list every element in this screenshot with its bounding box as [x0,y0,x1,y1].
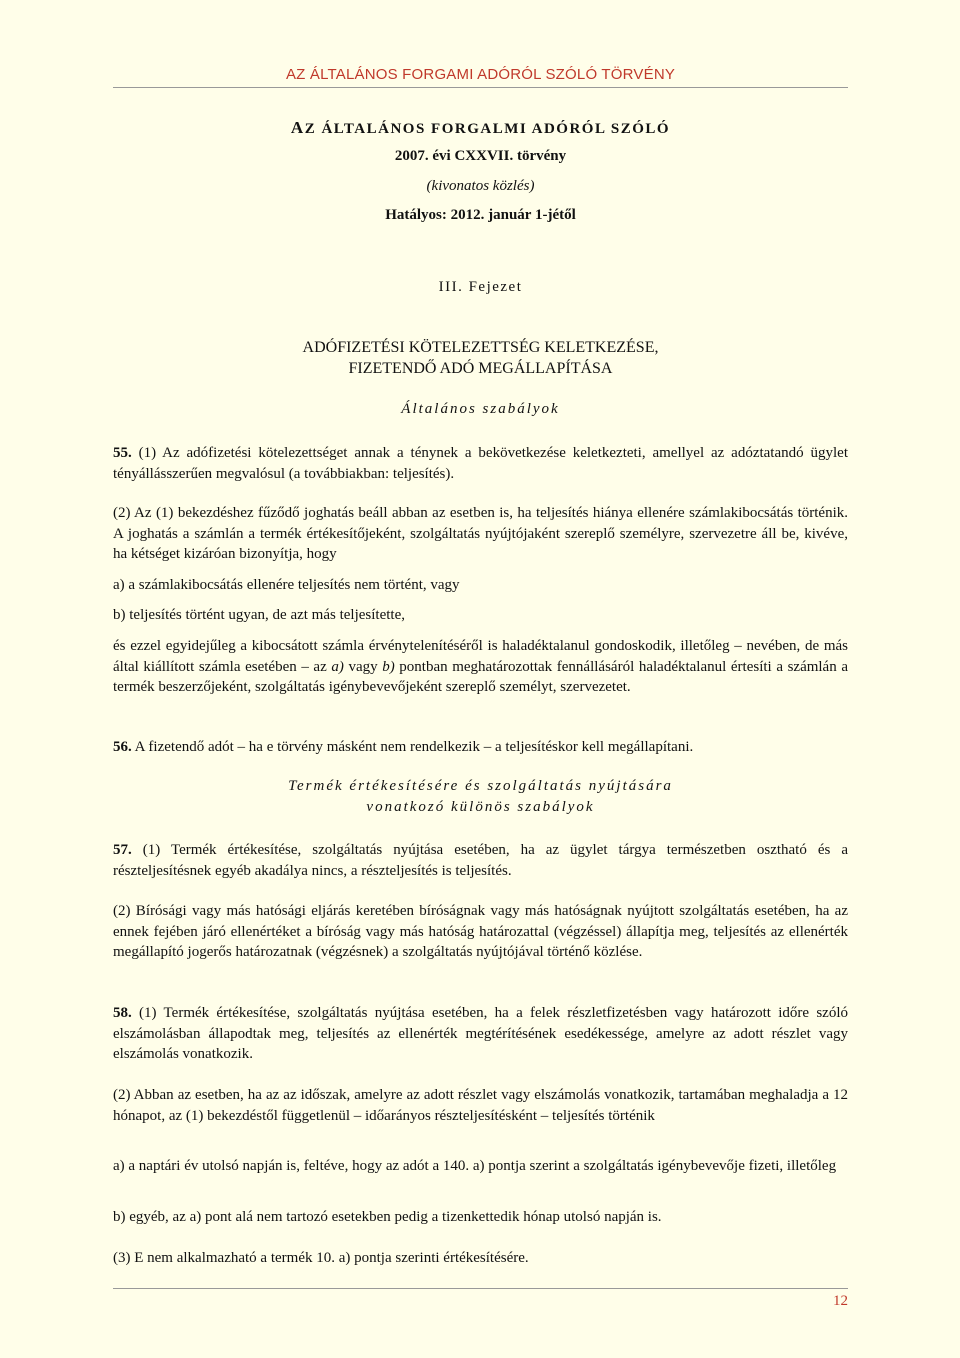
chapter-number: III. Fejezet [438,279,523,295]
paragraph-57-1: 57. (1) Termék értékesítése, szolgáltatás nyújtása esetében, ha az ügylet tárgya természetben osztható és a részteljesítésnek egyéb akadálya nincs, a részteljesítés is teljesítés. [113,842,848,879]
law-number: 2007. évi CXXVII. törvény [394,148,567,164]
list-item-58-a: a) a naptári év utolsó napján is, feltéve, hogy az adót a 140. a) pontja szerint a szolgáltatás igénybevevője fizeti, illetőleg [113,1158,837,1174]
paragraph-58-3: (3) E nem alkalmazható a termék 10. a) pontja szerinti értékesítésére. [113,1250,529,1266]
paragraph-56: 56. A fizetendő adót – ha e törvény másként nem rendelkezik – a teljesítéskor kell megállapítani. [113,739,694,755]
paragraph-58-1: 58. (1) Termék értékesítése, szolgáltatás nyújtása esetében, ha a felek részletfizetésben vagy határozott időre szóló elszámolásban állapodtak meg, teljesítés az ellenérték megtérítésének esedékessége, amelyre az adott részlet vagy elszámolás vonatkozik. [113,1005,848,1062]
page-number: 12 [833,1293,848,1309]
law-subtitle: (kivonatos közlés) [426,178,535,194]
list-item-b: b) teljesítés történt ugyan, de azt más teljesítette, [113,607,405,623]
law-title [113,118,848,138]
paragraph-number: 55. [113,445,132,461]
section-heading-special-2: vonatkozó különös szabályok [366,799,595,815]
paragraph-55-conclusion: és ezzel egyidejűleg a kibocsátott számla érvénytelenítéséről is haladéktalanul gondoskodik, illetőleg – nevében, de más által kiállított számla esetében – az a) vagy b) pontban meghatározottak fennállásáról haladéktalanul értesíti a számlán a termék beszerzőjeként, szolgáltatás igénybevevőjeként szereplő személyt, szervezetet. [113,638,848,695]
running-header: AZ ÁLTALÁNOS FORGAMI ADÓRÓL SZÓLÓ TÖRVÉNY [113,66,848,88]
section-heading-general: Általános szabályok [401,401,560,417]
title-rest: Z ÁLTALÁNOS FORGALMI ADÓRÓL SZÓLÓ [304,121,671,137]
paragraph-number: 56. [113,739,132,755]
list-item-a: a) a számlakibocsátás ellenére teljesítés nem történt, vagy [113,577,460,593]
chapter-title-line-2: FIZETENDŐ ADÓ MEGÁLLAPÍTÁSA [348,360,613,377]
paragraph-55-1: 55. (1) Az adófizetési kötelezettséget annak a ténynek a bekövetkezése keletkezteti, amellyel az adóztatandó ügylet tényállásszerűen megvalósul (a továbbiakban: teljesítés). [113,445,848,482]
paragraph-58-2: (2) Abban az esetben, ha az az időszak, amelyre az adott részlet vagy elszámolás vonatkozik, tartamában meghaladja a 12 hónapot, az (1) bekezdéstől függetlenül – időarányos részteljesítésként – teljesítés történik [113,1087,848,1124]
paragraph-57-2: (2) Bírósági vagy más hatósági eljárás keretében bíróságnak vagy más hatóságnak nyújtott szolgáltatás esetében, ha az ennek fejében járó ellenértéket a bíróság vagy más hatóság határozattal (végzéssel) állapítja meg, teljesítés az ellenérték megállapító jogerős határozatnak (végzésnek) a szolgáltatás nyújtójával történő közlése. [113,903,848,960]
paragraph-55-2: (2) Az (1) bekezdéshez fűződő joghatás beáll abban az esetben is, ha teljesítés hiánya ellenére számlakibocsátás történik. A joghatás a számlán a termék értékesítőjeként, szolgáltatás nyújtójaként szereplő személyre, szervezetre áll be, kivéve, ha kétséget kizáróan bizonyítja, hogy [113,505,848,562]
section-heading-special-1: Termék értékesítésére és szolgáltatás nyújtására [288,778,673,794]
list-item-58-b: b) egyéb, az a) pont alá nem tartozó esetekben pedig a tizenkettedik hónap utolsó napján is. [113,1209,662,1225]
effective-date: Hatályos: 2012. január 1-jétől [385,207,576,223]
title-initial: A [290,118,305,137]
chapter-title-line-1: ADÓFIZETÉSI KÖTELEZETTSÉG KELETKEZÉSE, [302,339,659,356]
footer-rule [113,1288,848,1289]
paragraph-number: 57. [113,842,132,858]
paragraph-number: 58. [113,1005,132,1021]
